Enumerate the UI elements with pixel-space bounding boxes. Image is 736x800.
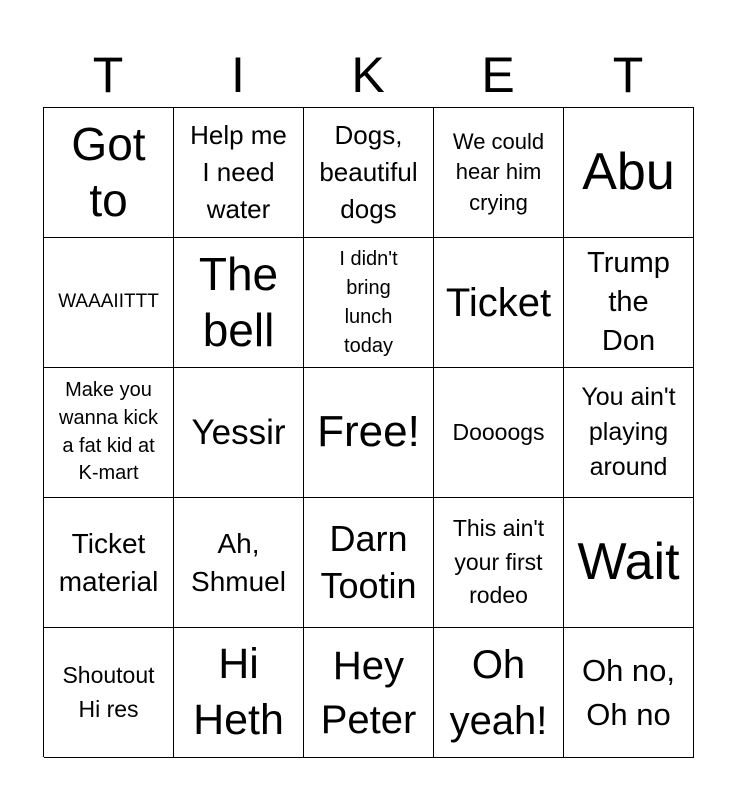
cell-text: This ain't your first rodeo (452, 515, 545, 609)
bingo-cell-r1-c5[interactable] (564, 108, 694, 238)
cell-text: Doooogs (452, 418, 545, 445)
bingo-cell-r5-c5[interactable] (564, 628, 694, 758)
cell-text: Trump the Don (587, 246, 670, 358)
bingo-cell-r1-c4[interactable] (434, 108, 564, 238)
bingo-board (43, 107, 694, 757)
cell-text: Help me I need water (190, 120, 287, 224)
cell-text: You ain't playing around (581, 383, 676, 481)
cell-text: Hey Peter (320, 643, 417, 742)
bingo-cell-r5-c1[interactable] (44, 628, 174, 758)
header-letter-4: E (481, 47, 515, 103)
bingo-cell-r2-c4[interactable] (434, 238, 564, 368)
bingo-cell-r3-c5[interactable] (564, 368, 694, 498)
bingo-cell-r5-c4[interactable] (434, 628, 564, 758)
header-letter-2: I (231, 47, 245, 103)
cell-text: Oh yeah! (449, 642, 548, 743)
bingo-header (43, 42, 693, 108)
header-letter-5: T (612, 47, 644, 103)
cell-text: Shoutout Hi res (62, 662, 155, 722)
cell-text: Ah, Shmuel (191, 527, 286, 597)
bingo-cell-r1-c2[interactable] (174, 108, 304, 238)
cell-text: Wait (577, 533, 680, 592)
cell-text: Free! (317, 407, 420, 457)
bingo-cell-r3-c1[interactable] (44, 368, 174, 498)
bingo-cell-r1-c3[interactable] (304, 108, 434, 238)
cell-text: I didn't bring lunch today (339, 247, 398, 357)
cell-text: Oh no, Oh no (581, 653, 676, 732)
bingo-cell-r3-c3[interactable] (304, 368, 434, 498)
cell-text: WAAAIITTT (58, 291, 159, 313)
bingo-cell-r5-c3[interactable] (304, 628, 434, 758)
header-letter-3: K (351, 47, 385, 103)
cell-text: Yessir (191, 412, 286, 452)
bingo-cell-r2-c2[interactable] (174, 238, 304, 368)
bingo-cell-r4-c1[interactable] (44, 498, 174, 628)
bingo-cell-r3-c4[interactable] (434, 368, 564, 498)
bingo-cell-r4-c3[interactable] (304, 498, 434, 628)
cell-text: Make you wanna kick a fat kid at K-mart (59, 379, 158, 485)
cell-text: Abu (582, 143, 675, 202)
bingo-cell-r3-c2[interactable] (174, 368, 304, 498)
bingo-cell-r4-c5[interactable] (564, 498, 694, 628)
cell-text: We could hear him crying (452, 128, 545, 215)
cell-text: Ticket (445, 280, 552, 325)
cell-text: Ticket material (58, 527, 159, 597)
bingo-cell-r1-c1[interactable] (44, 108, 174, 238)
bingo-cell-r5-c2[interactable] (174, 628, 304, 758)
cell-text: Dogs, beautiful dogs (319, 120, 418, 224)
header-letter-1: T (92, 47, 124, 103)
cell-text: Hi Heth (193, 639, 284, 744)
bingo-cell-r4-c2[interactable] (174, 498, 304, 628)
cell-text: Got to (71, 118, 146, 226)
bingo-cell-r4-c4[interactable] (434, 498, 564, 628)
bingo-cell-r2-c5[interactable] (564, 238, 694, 368)
cell-text: Darn Tootin (320, 517, 417, 606)
bingo-cell-r2-c3[interactable] (304, 238, 434, 368)
cell-text: The bell (198, 248, 279, 356)
bingo-cell-r2-c1[interactable] (44, 238, 174, 368)
